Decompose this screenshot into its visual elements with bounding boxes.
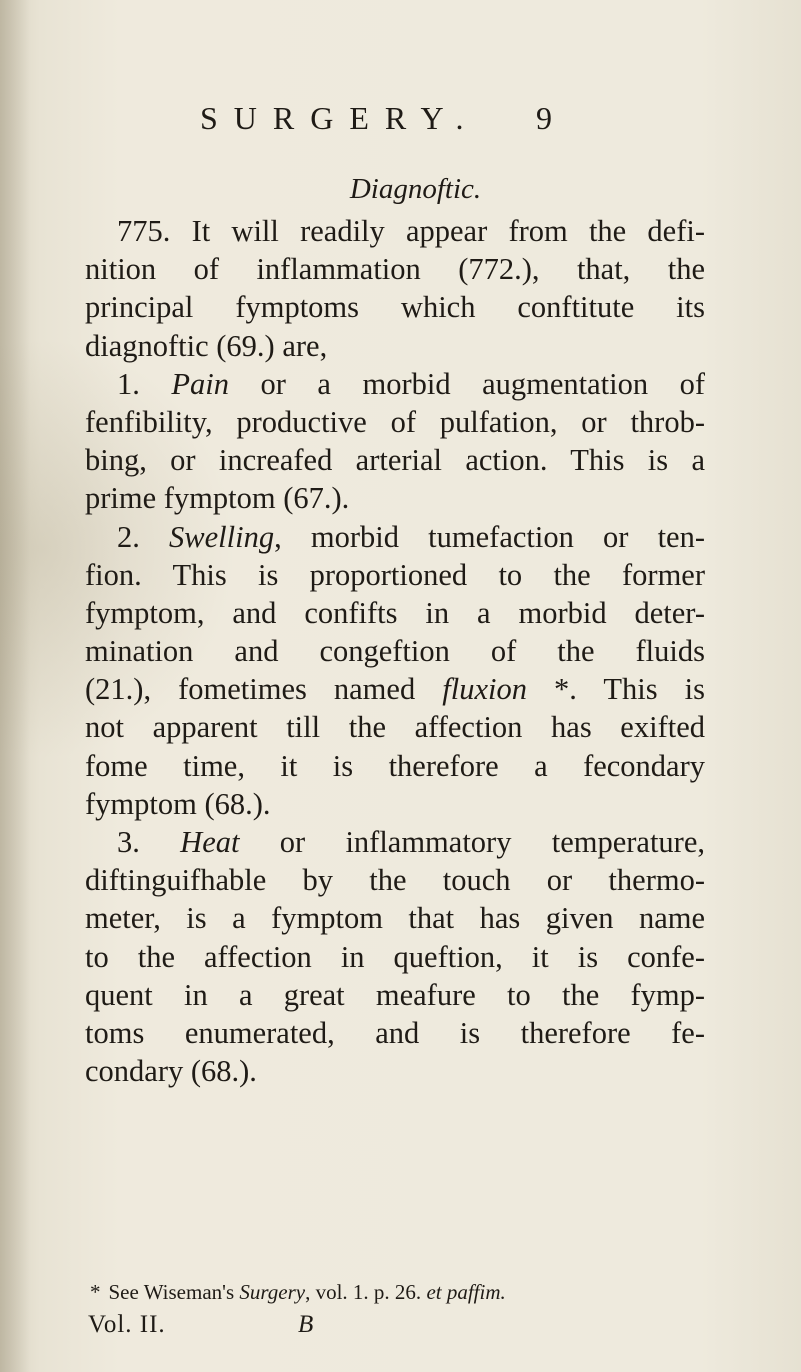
- item-text: , morbid tumefaction or ten-: [274, 519, 705, 554]
- footnote-text: , vol. 1. p. 26.: [305, 1280, 427, 1304]
- text-line: fion. This is proportioned to the former: [85, 557, 705, 592]
- text-line: fymptom, and confifts in a morbid deter-: [85, 595, 705, 630]
- list-item-1-first-line: [85, 365, 705, 403]
- text-line: bing, or increafed arterial action. This is a: [85, 443, 705, 478]
- text-line: mination and congeftion of the fluids: [85, 634, 705, 669]
- text-line-with-footnote-ref: [85, 670, 705, 708]
- text-line: diagnoftic (69.) are,: [85, 328, 328, 363]
- text-line: quent in a great meafure to the fymp-: [85, 977, 705, 1012]
- footnote-text: See Wiseman's: [108, 1280, 240, 1304]
- footnote: [88, 1280, 708, 1305]
- text-line: to the affection in queftion, it is confe-: [85, 939, 705, 974]
- text-line: condary (68.).: [85, 1054, 257, 1089]
- text-line: 775. It will readily appear from the defi-: [117, 214, 705, 248]
- item-text: (21.), fometimes named: [85, 672, 443, 707]
- item-text: or inflammatory temperature,: [239, 825, 705, 859]
- footnote-marker: *: [90, 1280, 101, 1304]
- page-footer: [88, 1311, 708, 1343]
- text-line: fenfibility, productive of pulfation, or throb-: [85, 404, 705, 439]
- text-line: not apparent till the affection has exifted: [85, 710, 705, 745]
- text-line: meter, is a fymptom that has given name: [85, 901, 705, 936]
- item-text: or a morbid augmentation of: [229, 366, 705, 401]
- footnote-work-title: Surgery: [239, 1280, 306, 1304]
- list-number: 2.: [117, 519, 140, 554]
- volume-label: Vol. II.: [88, 1311, 166, 1338]
- list-item-3-first-line: [85, 823, 705, 861]
- item-term: fluxion: [442, 672, 527, 707]
- running-head-title: SURGERY.: [200, 100, 480, 136]
- text-line: nition of inflammation (772.), that, the: [85, 252, 705, 287]
- list-item-2-first-line: [85, 518, 705, 556]
- text-line: toms enumerated, and is therefore fe-: [85, 1015, 705, 1050]
- item-term: Heat: [180, 825, 240, 859]
- text-line: fymptom (68.).: [85, 786, 271, 821]
- text-line: diftinguifhable by the touch or thermo-: [85, 863, 705, 898]
- text-line: fome time, it is therefore a fecondary: [85, 748, 705, 783]
- running-head: [0, 100, 801, 140]
- section-title: Diagnoftic.: [349, 173, 482, 205]
- list-number: 1.: [117, 366, 140, 401]
- item-term: Swelling: [169, 519, 275, 554]
- list-number: 3.: [117, 825, 140, 859]
- body-text: [85, 212, 705, 1090]
- footnote-passim: et paffim.: [426, 1280, 506, 1304]
- footnote-reference: *. This is: [526, 672, 705, 707]
- text-line: principal fymptoms which conftitute its: [85, 290, 705, 325]
- page-number: 9: [536, 100, 552, 136]
- text-line: prime fymptom (67.).: [85, 481, 350, 516]
- signature-mark: B: [298, 1311, 314, 1338]
- item-term: Pain: [171, 366, 229, 401]
